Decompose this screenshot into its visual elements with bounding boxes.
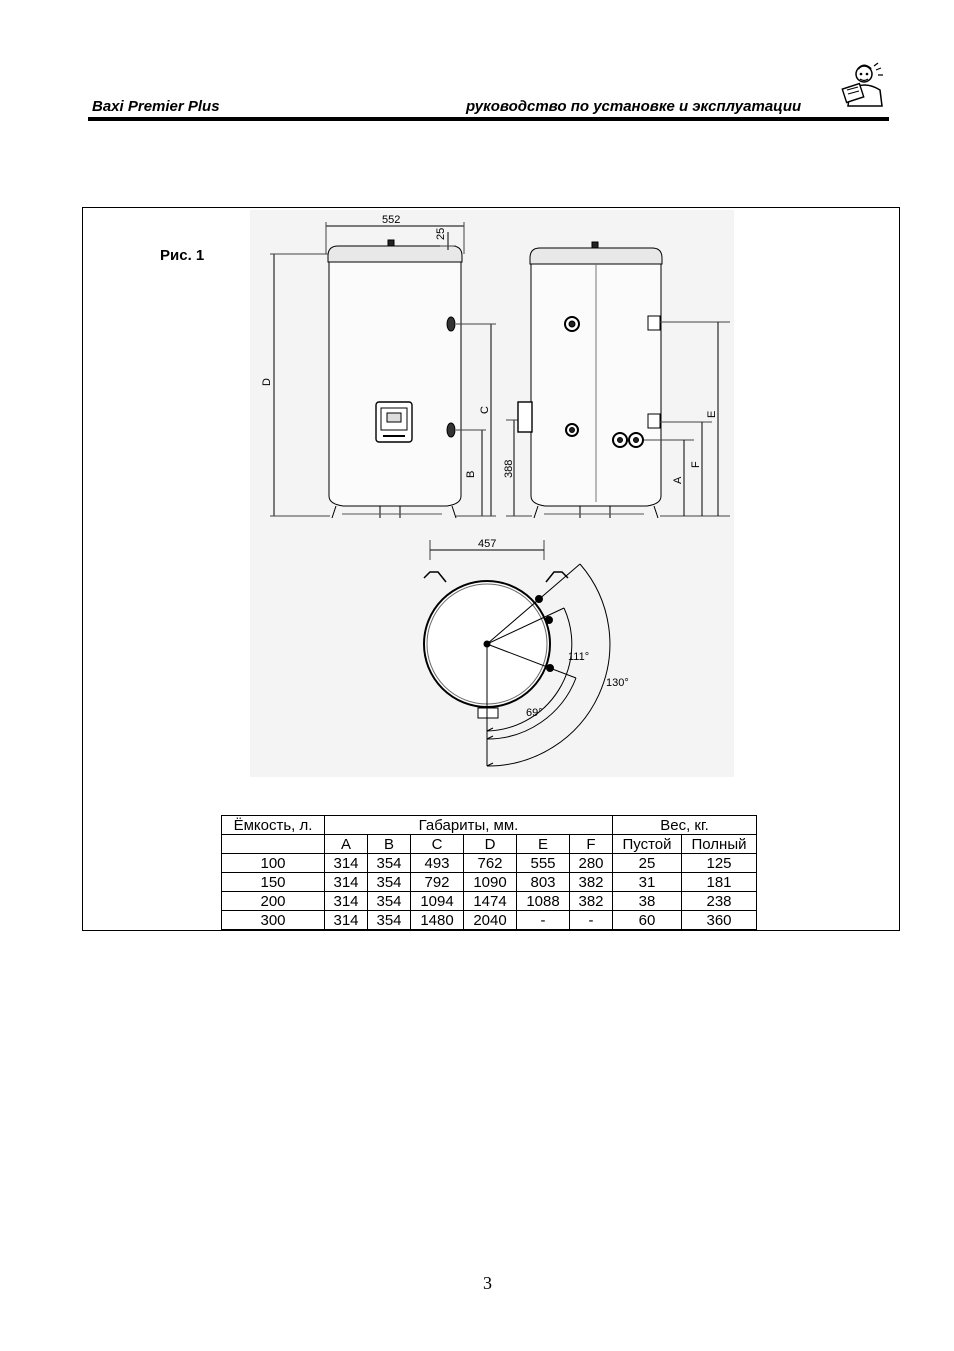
cell-c: 1480 (411, 911, 464, 930)
dim-label-a: A (672, 476, 684, 484)
dim-label-e: E (706, 410, 718, 418)
subheader-f: F (570, 835, 613, 854)
table-row (222, 892, 757, 911)
dim-label-388: 388 (503, 459, 515, 478)
cell-full-weight: 238 (682, 892, 757, 911)
cell-empty-weight: 25 (613, 854, 682, 873)
subheader-full-weight: Полный (682, 835, 757, 854)
header-manual-title: руководство по установке и эксплуатации (466, 98, 802, 115)
cell-capacity: 100 (222, 854, 325, 873)
cell-capacity: 200 (222, 892, 325, 911)
dim-label-25: 25 (435, 227, 447, 240)
table-row (222, 873, 757, 892)
cell-b: 354 (368, 911, 411, 930)
dim-label-c: C (479, 406, 491, 414)
cell-d: 762 (464, 854, 517, 873)
cell-a: 314 (325, 854, 368, 873)
cell-empty-weight: 38 (613, 892, 682, 911)
cell-f: - (570, 911, 613, 930)
table-row (222, 854, 757, 873)
technical-drawing (250, 210, 734, 777)
cell-a: 314 (325, 892, 368, 911)
cell-a: 314 (325, 911, 368, 930)
dim-label-d: D (261, 378, 273, 386)
header-product-name: Baxi Premier Plus (92, 98, 220, 115)
side-view-tank (518, 242, 662, 518)
specifications-table (221, 815, 757, 930)
cell-b: 354 (368, 892, 411, 911)
cell-d: 1474 (464, 892, 517, 911)
cell-b: 354 (368, 873, 411, 892)
subheader-b: B (368, 835, 411, 854)
cell-capacity: 150 (222, 873, 325, 892)
figure-label: Рис. 1 (160, 247, 205, 264)
subheader-empty (222, 835, 325, 854)
dim-label-b: B (465, 470, 477, 478)
cell-c: 792 (411, 873, 464, 892)
cell-e: 555 (517, 854, 570, 873)
cell-a: 314 (325, 873, 368, 892)
table-subheader-row (222, 835, 757, 854)
front-view-tank (328, 240, 462, 518)
cell-capacity: 300 (222, 911, 325, 930)
mascot-logo (838, 60, 886, 110)
table-row (222, 911, 757, 930)
angle-label-69: 69° (526, 707, 543, 719)
cell-b: 354 (368, 854, 411, 873)
dim-label-552: 552 (382, 214, 401, 226)
cell-f: 382 (570, 873, 613, 892)
header-rule (88, 117, 889, 121)
angle-label-130: 130° (606, 677, 629, 689)
subheader-d: D (464, 835, 517, 854)
angle-label-111: 111° (568, 651, 590, 663)
cell-e: 1088 (517, 892, 570, 911)
cell-c: 1094 (411, 892, 464, 911)
cell-d: 1090 (464, 873, 517, 892)
header-capacity: Ёмкость, л. (222, 816, 325, 835)
cell-full-weight: 181 (682, 873, 757, 892)
subheader-e: E (517, 835, 570, 854)
dim-label-f: F (690, 461, 702, 468)
cell-empty-weight: 60 (613, 911, 682, 930)
table-group-header-row (222, 816, 757, 835)
cell-full-weight: 125 (682, 854, 757, 873)
cell-empty-weight: 31 (613, 873, 682, 892)
cell-d: 2040 (464, 911, 517, 930)
header-dimensions: Габариты, мм. (325, 816, 613, 835)
dim-label-457: 457 (478, 538, 497, 550)
cell-e: - (517, 911, 570, 930)
page-number: 3 (483, 1273, 492, 1293)
cell-f: 280 (570, 854, 613, 873)
cell-f: 382 (570, 892, 613, 911)
subheader-c: C (411, 835, 464, 854)
subheader-empty-weight: Пустой (613, 835, 682, 854)
subheader-a: A (325, 835, 368, 854)
cell-c: 493 (411, 854, 464, 873)
header-weight: Вес, кг. (613, 816, 757, 835)
cell-e: 803 (517, 873, 570, 892)
cell-full-weight: 360 (682, 911, 757, 930)
